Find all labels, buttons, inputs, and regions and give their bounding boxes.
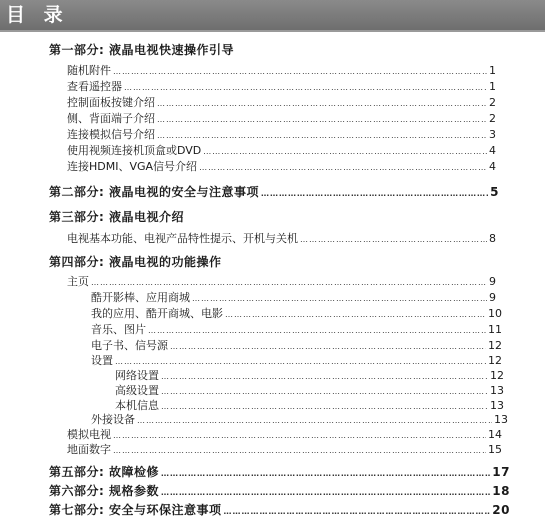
toc-entry-page: 13: [490, 384, 504, 397]
section-title: 第三部分: 液晶电视介绍: [49, 210, 184, 224]
section-title: 第七部分: 安全与环保注意事项: [49, 503, 222, 517]
toc-entry-label: 使用视频连接机顶盒或DVD: [67, 144, 202, 157]
toc-entry[interactable]: [67, 230, 496, 246]
toc-entry-label: 模拟电视: [67, 428, 111, 441]
toc-entry[interactable]: [67, 273, 496, 289]
section-page: 17: [492, 465, 510, 479]
dot-leader: [203, 147, 487, 156]
toc-entry[interactable]: [91, 321, 502, 337]
toc-entry[interactable]: [67, 94, 496, 110]
header-title: 目 录: [6, 4, 69, 26]
toc-entry-label: 主页: [67, 275, 89, 288]
section-heading-part4: [49, 253, 221, 270]
toc-entry-page: 1: [489, 80, 496, 93]
dot-leader: [113, 67, 487, 76]
dot-leader: [161, 387, 488, 396]
dot-leader: [115, 357, 486, 366]
toc-entry[interactable]: [67, 441, 502, 457]
section-heading-part2[interactable]: [49, 183, 499, 200]
toc-entry-page: 2: [489, 96, 496, 109]
dot-leader: [192, 294, 487, 303]
dot-leader: [148, 326, 486, 335]
toc-entry-label: 酷开影棒、应用商城: [91, 291, 190, 304]
toc-entry-page: 12: [488, 339, 502, 352]
toc-entry-label: 网络设置: [115, 369, 159, 382]
toc-entry-label: 电子书、信号源: [91, 339, 168, 352]
dot-leader: [161, 469, 490, 478]
dot-leader: [261, 189, 488, 198]
section-title: 第一部分: 液晶电视快速操作引导: [49, 43, 234, 57]
toc-entry-page: 12: [490, 369, 504, 382]
toc-entry-page: 11: [488, 323, 502, 336]
dot-leader: [157, 99, 487, 108]
toc-entry-label: 我的应用、酷开商城、电影: [91, 307, 223, 320]
toc-entry-label: 高级设置: [115, 384, 159, 397]
toc-entry[interactable]: [67, 426, 502, 442]
toc-entry-page: 4: [489, 160, 496, 173]
dot-leader: [157, 131, 487, 140]
toc-entry-label: 音乐、图片: [91, 323, 146, 336]
toc-entry-label: 设置: [91, 354, 113, 367]
dot-leader: [225, 310, 486, 319]
section-title: 第四部分: 液晶电视的功能操作: [49, 255, 222, 269]
toc-entry[interactable]: [91, 305, 502, 321]
toc-entry-label: 控制面板按键介绍: [67, 96, 155, 109]
section-heading-part7[interactable]: [49, 501, 510, 518]
toc-entry[interactable]: [67, 126, 496, 142]
dot-leader: [137, 416, 492, 425]
section-page: 20: [492, 503, 510, 517]
toc-entry[interactable]: [67, 158, 496, 174]
toc-entry[interactable]: [67, 142, 496, 158]
toc-entry-label: 随机附件: [67, 64, 111, 77]
toc-entry[interactable]: [91, 411, 508, 427]
section-page: 5: [490, 185, 499, 199]
toc-entry-label: 侧、背面端子介绍: [67, 112, 155, 125]
dot-leader: [161, 402, 488, 411]
toc-entry-label: 外接设备: [91, 413, 135, 426]
toc-entry-page: 3: [489, 128, 496, 141]
toc-entry-page: 14: [488, 428, 502, 441]
section-title: 第二部分: 液晶电视的安全与注意事项: [49, 185, 259, 199]
dot-leader: [161, 372, 488, 381]
toc-entry-label: 地面数字: [67, 443, 111, 456]
toc-entry-page: 15: [488, 443, 502, 456]
section-page: 18: [492, 484, 510, 498]
toc-entry-label: 连接模拟信号介绍: [67, 128, 155, 141]
toc-entry[interactable]: [91, 352, 502, 368]
toc-entry-page: 4: [489, 144, 496, 157]
toc-entry-page: 9: [489, 275, 496, 288]
dot-leader: [161, 488, 490, 497]
section-heading-part1: [49, 41, 234, 58]
section-heading-part5[interactable]: [49, 463, 510, 480]
toc-entry-page: 13: [494, 413, 508, 426]
toc-entry[interactable]: [91, 337, 502, 353]
dot-leader: [113, 446, 486, 455]
dot-leader: [124, 83, 487, 92]
toc-entry[interactable]: [67, 110, 496, 126]
toc-entry-label: 本机信息: [115, 399, 159, 412]
dot-leader: [300, 235, 487, 244]
toc-entry[interactable]: [67, 62, 496, 78]
dot-leader: [113, 431, 486, 440]
toc-entry-page: 1: [489, 64, 496, 77]
toc-entry-page: 12: [488, 354, 502, 367]
dot-leader: [223, 507, 490, 516]
toc-entry-page: 2: [489, 112, 496, 125]
toc-entry[interactable]: [115, 382, 504, 398]
toc-entry-label: 连接HDMI、VGA信号介绍: [67, 160, 198, 173]
toc-entry-page: 13: [490, 399, 504, 412]
toc-entry-page: 8: [489, 232, 496, 245]
toc-entry-page: 9: [489, 291, 496, 304]
section-heading-part3: [49, 208, 184, 225]
toc-entry-label: 查看遥控器: [67, 80, 122, 93]
dot-leader: [157, 115, 487, 124]
dot-leader: [91, 278, 487, 287]
dot-leader: [170, 342, 486, 351]
toc-entry[interactable]: [115, 367, 504, 383]
section-title: 第六部分: 规格参数: [49, 484, 159, 498]
section-heading-part6[interactable]: [49, 482, 510, 499]
toc-entry-page: 10: [488, 307, 502, 320]
toc-entry-label: 电视基本功能、电视产品特性提示、开机与关机: [67, 232, 298, 245]
toc-entry[interactable]: [91, 289, 496, 305]
toc-entry[interactable]: [67, 78, 496, 94]
dot-leader: [199, 163, 487, 172]
section-title: 第五部分: 故障检修: [49, 465, 159, 479]
